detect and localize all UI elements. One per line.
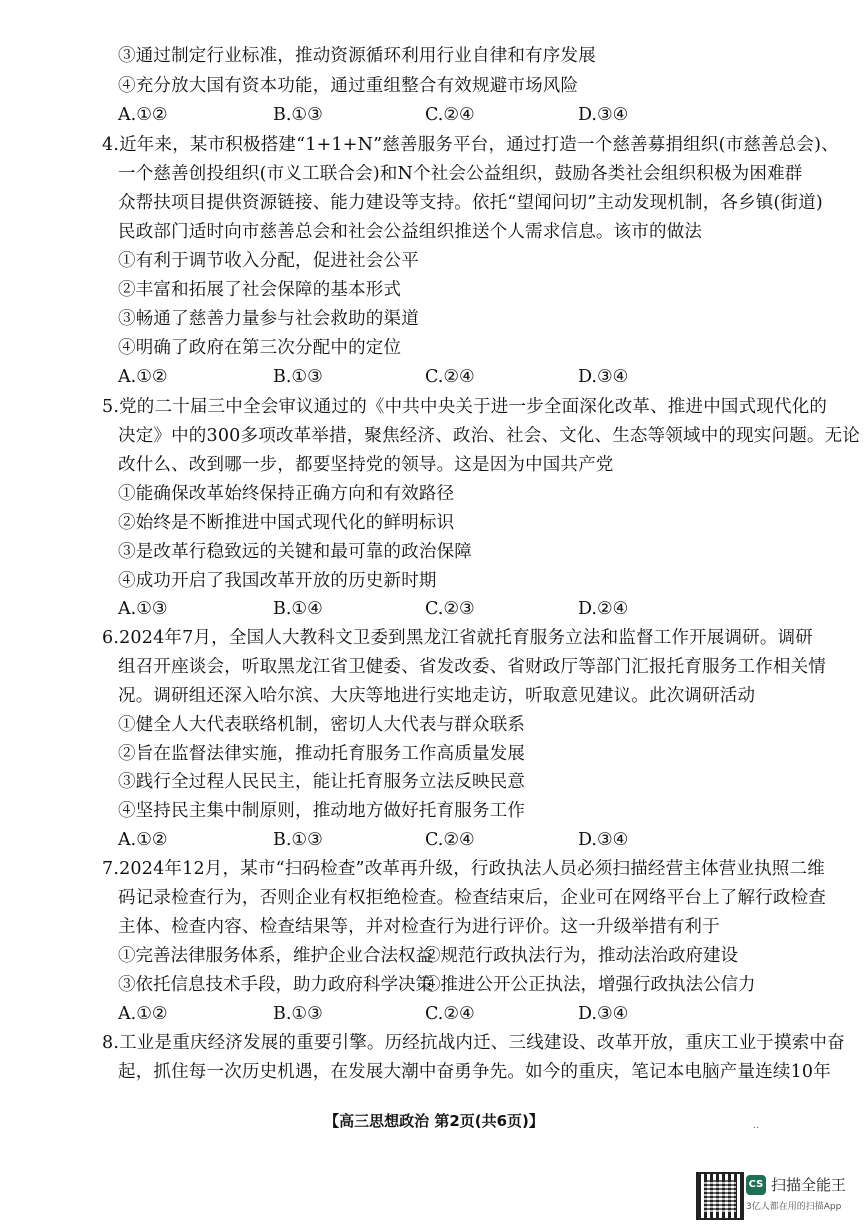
q7-options [118, 1002, 758, 1026]
q4-item-1: ①有利于调节收入分配，促进社会公平 [118, 251, 419, 271]
option-a: A.①② [118, 830, 168, 850]
option-b: B.①③ [273, 830, 323, 850]
option-a: A.①② [118, 367, 168, 387]
q4-stem-line2: 一个慈善创投组织(市义工联合会)和N个社会公益组织，鼓励各类社会组织积极为困难群 [118, 164, 803, 184]
option-d: D.③④ [578, 367, 629, 387]
q5-stem-line3: 改什么、改到哪一步，都要坚持党的领导。这是因为中国共产党 [118, 455, 614, 475]
option-c: C.②③ [425, 599, 475, 619]
q4-item-3: ③畅通了慈善力量参与社会救助的渠道 [118, 309, 419, 329]
q7-stem-line1: 7.2024年12月，某市“扫码检查”改革再升级，行政执法人员必须扫描经营主体营业执照二维 [102, 859, 825, 879]
q6-stem-line2: 组召开座谈会，听取黑龙江省卫健委、省发改委、省财政厅等部门汇报托育服务工作相关情 [118, 657, 826, 677]
q5-item-4: ④成功开启了我国改革开放的历史新时期 [118, 571, 437, 591]
q7-items-row1 [118, 944, 758, 968]
option-b: B.①③ [273, 367, 323, 387]
q4-stem-line1: 4.近年来，某市积极搭建“1+1+N”慈善服务平台，通过打造一个慈善募捐组织(市慈善总会)、 [102, 135, 839, 155]
q7-item-4: ④推进公开公正执法，增强行政执法公信力 [423, 975, 756, 995]
q4-item-4: ④明确了政府在第三次分配中的定位 [118, 338, 402, 358]
watermark-brand: 扫描全能王 [771, 1176, 847, 1194]
option-a: A.①③ [118, 599, 168, 619]
q6-stem-line3: 况。调研组还深入哈尔滨、大庆等地进行实地走访，听取意见建议。此次调研活动 [118, 686, 756, 706]
option-a: A.①② [118, 105, 168, 125]
q7-stem-line2: 码记录检查行为，否则企业有权拒绝检查。检查结束后，企业可在网络平台上了解行政检查 [118, 888, 826, 908]
q4-options [118, 365, 758, 389]
q5-options [118, 597, 758, 621]
option-c: C.②④ [425, 367, 475, 387]
q3-item-4: ④充分放大国有资本功能，通过重组整合有效规避市场风险 [118, 76, 579, 96]
q8-stem-line2: 起，抓住每一次历史机遇，在发展大潮中奋勇争先。如今的重庆，笔记本电脑产量连续10年 [118, 1062, 831, 1082]
option-c: C.②④ [425, 1004, 475, 1024]
q4-stem-line4: 民政部门适时向市慈善总会和社会公益组织推送个人需求信息。该市的做法 [118, 222, 703, 242]
q7-item-3: ③依托信息技术手段，助力政府科学决策 [118, 975, 433, 995]
qr-code-icon [696, 1172, 744, 1220]
q5-item-2: ②始终是不断推进中国式现代化的鲜明标识 [118, 513, 455, 533]
q8-stem-line1: 8.工业是重庆经济发展的重要引擎。历经抗战内迁、三线建设、改革开放，重庆工业于摸索中奋 [102, 1033, 845, 1053]
option-a: A.①② [118, 1004, 168, 1024]
q4-stem-line3: 众帮扶项目提供资源链接、能力建设等支持。依托“望闻问切”主动发现机制，各乡镇(街道) [118, 193, 823, 213]
q6-item-1: ①健全人大代表联络机制，密切人大代表与群众联系 [118, 715, 526, 735]
q7-item-2: ②规范行政执法行为，推动法治政府建设 [423, 946, 738, 966]
q4-item-2: ②丰富和拓展了社会保障的基本形式 [118, 280, 402, 300]
q5-item-1: ①能确保改革始终保持正确方向和有效路径 [118, 484, 455, 504]
q6-stem-line1: 6.2024年7月，全国人大教科文卫委到黑龙江省就托育服务立法和监督工作开展调研。调研 [102, 628, 813, 648]
option-c: C.②④ [425, 105, 475, 125]
option-d: D.③④ [578, 105, 629, 125]
option-d: D.③④ [578, 830, 629, 850]
watermark-tagline: 3亿人都在用的扫描App [746, 1202, 842, 1212]
option-d: D.③④ [578, 1004, 629, 1024]
footer-mark: .. [753, 1120, 760, 1131]
option-b: B.①④ [273, 599, 323, 619]
option-b: B.①③ [273, 1004, 323, 1024]
q6-item-2: ②旨在监督法律实施，推动托育服务工作高质量发展 [118, 744, 526, 764]
q6-item-4: ④坚持民主集中制原则，推动地方做好托育服务工作 [118, 801, 526, 821]
q3-item-3: ③通过制定行业标准，推动资源循环利用行业自律和有序发展 [118, 46, 596, 66]
page-footer: 【高三思想政治 第2页(共6页)】 [324, 1112, 544, 1130]
q5-item-3: ③是改革行稳致远的关键和最可靠的政治保障 [118, 542, 472, 562]
q7-stem-line3: 主体、检查内容、检查结果等，并对检查行为进行评价。这一升级举措有利于 [118, 917, 720, 937]
q6-options [118, 828, 758, 852]
q7-item-1: ①完善法律服务体系，维护企业合法权益 [118, 946, 433, 966]
q6-item-3: ③践行全过程人民民主，能让托育服务立法反映民意 [118, 772, 526, 792]
option-c: C.②④ [425, 830, 475, 850]
option-d: D.②④ [578, 599, 629, 619]
q5-stem-line2: 决定》中的300多项改革举措，聚焦经济、政治、社会、文化、生态等领域中的现实问题。无论 [118, 426, 860, 446]
q7-items-row2 [118, 973, 758, 997]
q3-options [118, 103, 758, 127]
q5-stem-line1: 5.党的二十届三中全会审议通过的《中共中央关于进一步全面深化改革、推进中国式现代化的 [102, 397, 828, 417]
camscanner-logo-icon: CS [746, 1175, 766, 1195]
option-b: B.①③ [273, 105, 323, 125]
